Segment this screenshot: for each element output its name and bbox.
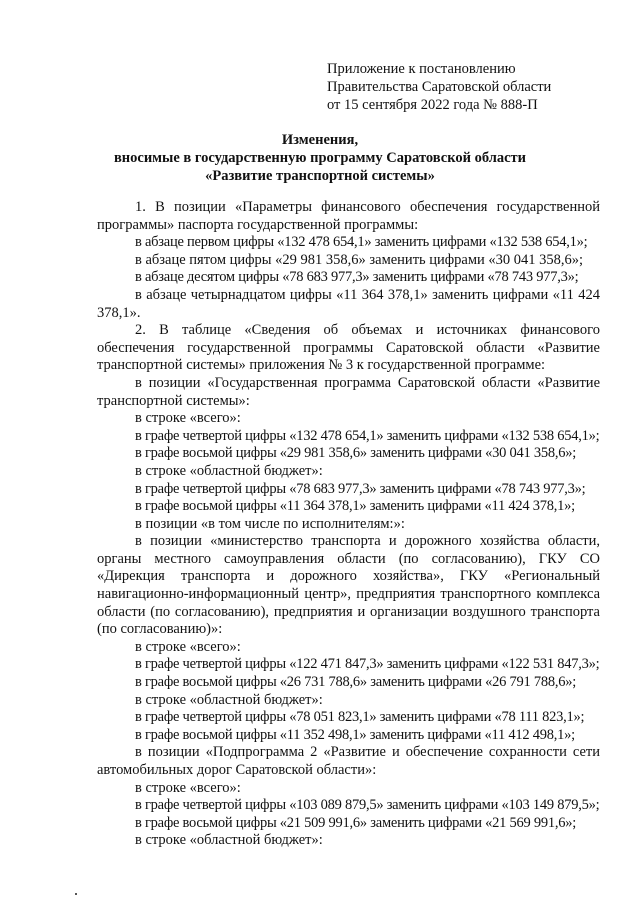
paragraph: в строке «всего»: [135,410,241,427]
paragraph: в абзаце пятом цифры «29 981 358,6» заменить цифрами «30 041 358,6»; [135,251,584,268]
paragraph: в графе восьмой цифры «11 364 378,1» заменить цифрами «11 424 378,1»; [135,498,575,515]
title-line-1: Изменения, [281,132,359,148]
paragraph: в графе четвертой цифры «132 478 654,1» заменить цифрами «132 538 654,1»; [135,427,600,444]
paragraph: в строке «областной бюджет»: [135,832,323,849]
document-body [97,199,600,850]
appendix-line-3: от 15 сентября 2022 года № 888-П [327,97,538,113]
paragraph: в абзаце четырнадцатом цифры «11 364 378,1» заменить цифрами «11 424 378,1». [97,286,600,321]
appendix-line-1: Приложение к постановлению [327,61,516,77]
paragraph: в строке «областной бюджет»: [135,691,323,708]
paragraph: в позиции «в том числе по исполнителям:»: [135,515,405,532]
paragraph: в графе восьмой цифры «21 509 991,6» заменить цифрами «21 569 991,6»; [135,814,576,831]
paragraph: 2. В таблице «Сведения об объемах и источниках финансового обеспечения государственной программы Саратовской области «Развитие транспортной системы» приложения № 3 к государственной программе: [97,322,600,374]
scan-dot [75,893,77,895]
paragraph: в графе четвертой цифры «122 471 847,3» заменить цифрами «122 531 847,3»; [135,656,600,673]
paragraph: в графе восьмой цифры «26 731 788,6» заменить цифрами «26 791 788,6»; [135,674,576,691]
paragraph: 1. В позиции «Параметры финансового обеспечения государственной программы» паспорта государственной программы: [97,199,600,233]
paragraph: в строке «всего»: [135,638,241,655]
document-title [0,131,640,185]
appendix-block [327,60,551,114]
paragraph: в строке «областной бюджет»: [135,462,323,479]
paragraph: в абзаце первом цифры «132 478 654,1» заменить цифрами «132 538 654,1»; [135,234,588,251]
paragraph: в графе четвертой цифры «78 683 977,3» заменить цифрами «78 743 977,3»; [135,480,586,497]
paragraph: в графе четвертой цифры «78 051 823,1» заменить цифрами «78 111 823,1»; [135,709,585,726]
title-line-2: вносимые в государственную программу Саратовской области [113,150,527,166]
appendix-line-2: Правительства Саратовской области [327,79,552,95]
paragraph: в позиции «Подпрограмма 2 «Развитие и обеспечение сохранности сети автомобильных дорог Саратовской области»: [97,744,600,778]
paragraph: в позиции «министерство транспорта и дорожного хозяйства области, органы местного самоуправления области (по согласованию), ГКУ СО «Дирекция транспорта и дорожного хозяйства», ГКУ «Региональный навигационно-информационный центр», предприятия транспортного комплекса области (по согласованию), предприятия и организации воздушного транспорта (по согласованию)»: [97,533,600,638]
paragraph: в строке «всего»: [135,779,241,796]
paragraph: в абзаце десятом цифры «78 683 977,3» заменить цифрами «78 743 977,3»; [135,269,579,286]
title-line-3: «Развитие транспортной системы» [205,168,435,184]
paragraph: в графе восьмой цифры «11 352 498,1» заменить цифрами «11 412 498,1»; [135,726,575,743]
paragraph: в графе четвертой цифры «103 089 879,5» заменить цифрами «103 149 879,5»; [135,797,600,814]
paragraph: в графе восьмой цифры «29 981 358,6» заменить цифрами «30 041 358,6»; [135,445,576,462]
paragraph: в позиции «Государственная программа Саратовской области «Развитие транспортной системы»: [97,374,600,409]
